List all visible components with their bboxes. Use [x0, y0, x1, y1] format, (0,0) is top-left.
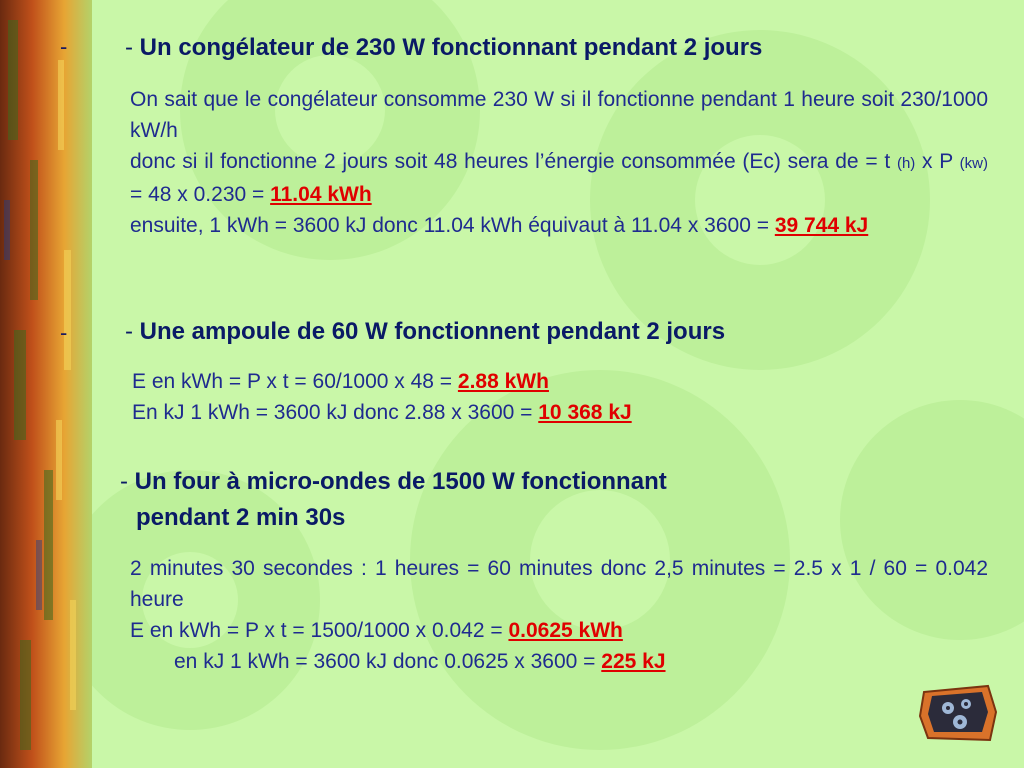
- section-2-line-2-text: En kJ 1 kWh = 3600 kJ donc 2.88 x 3600 =: [132, 401, 539, 424]
- section-1-line-2-text: donc si il fonctionne 2 jours soit 48 heures l’énergie consommée (Ec) sera de = t: [130, 150, 897, 173]
- section-1-body: [130, 84, 988, 241]
- section-2-heading: [125, 318, 725, 346]
- section-2-line-1-text: E en kWh = P x t = 60/1000 x 48 =: [132, 370, 458, 393]
- section-3-result-kj: 225 kJ: [601, 650, 666, 673]
- section-3-line-3-text: en kJ 1 kWh = 3600 kJ donc 0.0625 x 3600 =: [174, 650, 602, 673]
- section-3-line-3: [130, 646, 988, 677]
- section-1-line-2: [130, 146, 988, 210]
- section-3-result-kwh: 0.0625 kWh: [508, 619, 623, 642]
- section-3-line-2-text: E en kWh = P x t = 1500/1000 x 0.042 =: [130, 619, 509, 642]
- section-2-result-kj: 10 368 kJ: [538, 401, 632, 424]
- gear-puzzle-icon: [918, 682, 1000, 744]
- section-2-heading-dash: -: [125, 318, 133, 345]
- section-1-heading: [125, 34, 762, 62]
- section-1-line-1: On sait que le congélateur consomme 230 W si il fonctionne pendant 1 heure soit 230/1000 kW/h: [130, 88, 988, 142]
- section-3-heading-line-1: Un four à micro-ondes de 1500 W fonctionnant: [134, 468, 667, 495]
- section-2-body: [132, 366, 982, 428]
- section-1-heading-text: Un congélateur de 230 W fonctionnant pendant 2 jours: [139, 34, 763, 61]
- section-1-heading-dash: -: [125, 34, 133, 61]
- section-3-heading-line-2: pendant 2 min 30s: [136, 504, 346, 531]
- section-3-line-2: [130, 615, 988, 646]
- section-3-heading-dash: -: [120, 468, 128, 495]
- section-3-line-1: 2 minutes 30 secondes : 1 heures = 60 minutes donc 2,5 minutes = 2.5 x 1 / 60 = 0.042 heure: [130, 557, 988, 611]
- section-1-line-3: [130, 210, 988, 241]
- section-2-heading-text: Une ampoule de 60 W fonctionnent pendant 2 jours: [139, 318, 726, 345]
- section-1-line-2-text-c: = 48 x 0.230 =: [130, 183, 271, 206]
- section-2-result-kwh: 2.88 kWh: [457, 370, 549, 393]
- section-1-line-2-text-b: x P: [915, 150, 960, 173]
- section-2-line-2: [132, 397, 982, 428]
- section-1-unit-h: (h): [896, 155, 916, 172]
- section-3-heading: [120, 464, 667, 536]
- section-3-body: [130, 553, 988, 677]
- section-1-unit-kw: (kw): [959, 155, 988, 172]
- left-decorative-strip: [0, 0, 92, 768]
- section-1-result-kwh: 11.04 kWh: [270, 183, 372, 206]
- section-1-result-kj: 39 744 kJ: [774, 214, 869, 237]
- section-2-line-1: [132, 366, 982, 397]
- section-1-marker: -: [60, 34, 68, 59]
- section-1-line-3-text: ensuite, 1 kWh = 3600 kJ donc 11.04 kWh équivaut à 11.04 x 3600 =: [130, 214, 775, 237]
- section-2-marker: -: [60, 320, 68, 345]
